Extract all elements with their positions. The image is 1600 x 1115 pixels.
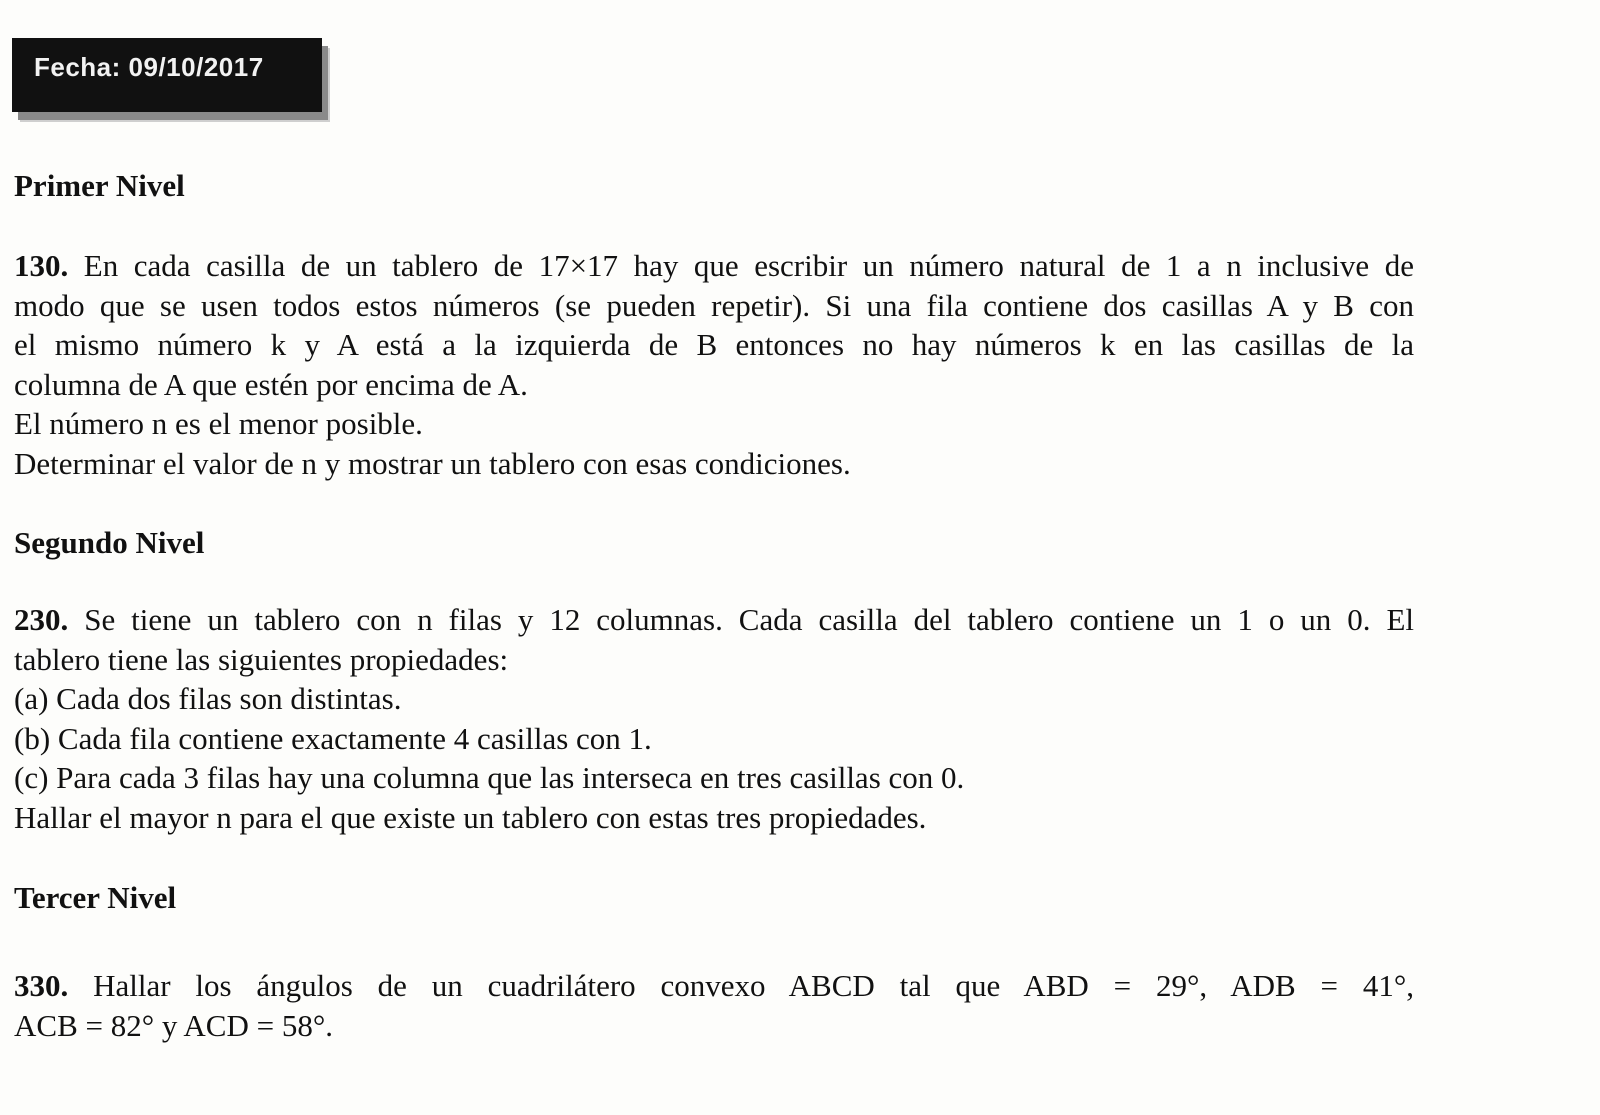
- problem-text: Determinar el valor de n y mostrar un tablero con esas condiciones.: [14, 445, 851, 481]
- problem-text: ACB = 82° y ACD = 58°.: [14, 1007, 333, 1043]
- problem-text: Hallar el mayor n para el que existe un tablero con estas tres propiedades.: [14, 799, 927, 835]
- problem-text: (b) Cada fila contiene exactamente 4 casillas con 1.: [14, 720, 652, 756]
- problem-330-line-1: [14, 966, 1414, 1006]
- problem-330: [14, 966, 1414, 1045]
- problem-number: 330.: [14, 968, 69, 1003]
- problem-number: 230.: [14, 602, 69, 637]
- date-label: Fecha: 09/10/2017: [34, 52, 264, 82]
- problem-text: Se tiene un tablero con n filas y 12 columnas. Cada casilla del tablero contiene un 1 o un 0. El: [84, 602, 1415, 637]
- problem-text: En cada casilla de un tablero de 17×17 hay que escribir un número natural de 1 a n inclusive de: [83, 248, 1414, 283]
- problem-text: columna de A que estén por encima de A.: [14, 366, 528, 402]
- problem-text: tablero tiene las siguientes propiedades:: [14, 641, 509, 677]
- problem-text: el mismo número k y A está a la izquierda de B entonces no hay números k en las casillas de la: [14, 327, 1414, 362]
- problem-text: (a) Cada dos filas son distintas.: [14, 681, 402, 716]
- problem-230: [14, 600, 1414, 837]
- level-1-heading: Primer Nivel: [14, 168, 185, 203]
- problem-230-line-1: [14, 600, 1414, 640]
- level-3-heading: Tercer Nivel: [14, 880, 177, 915]
- level-2-heading: Segundo Nivel: [14, 525, 205, 560]
- problem-text: El número n es el menor posible.: [14, 406, 423, 441]
- date-box: [12, 38, 322, 112]
- problem-number: 130.: [14, 248, 69, 283]
- problem-130-line-1: [14, 246, 1414, 286]
- problem-text: modo que se usen todos estos números (se pueden repetir). Si una fila contiene dos casillas A y B con: [14, 287, 1414, 323]
- problem-130: [14, 246, 1414, 483]
- problem-text: (c) Para cada 3 filas hay una columna que las interseca en tres casillas con 0.: [14, 760, 965, 795]
- problem-text: Hallar los ángulos de un cuadrilátero convexo ABCD tal que ABD = 29°, ADB = 41°,: [93, 968, 1414, 1003]
